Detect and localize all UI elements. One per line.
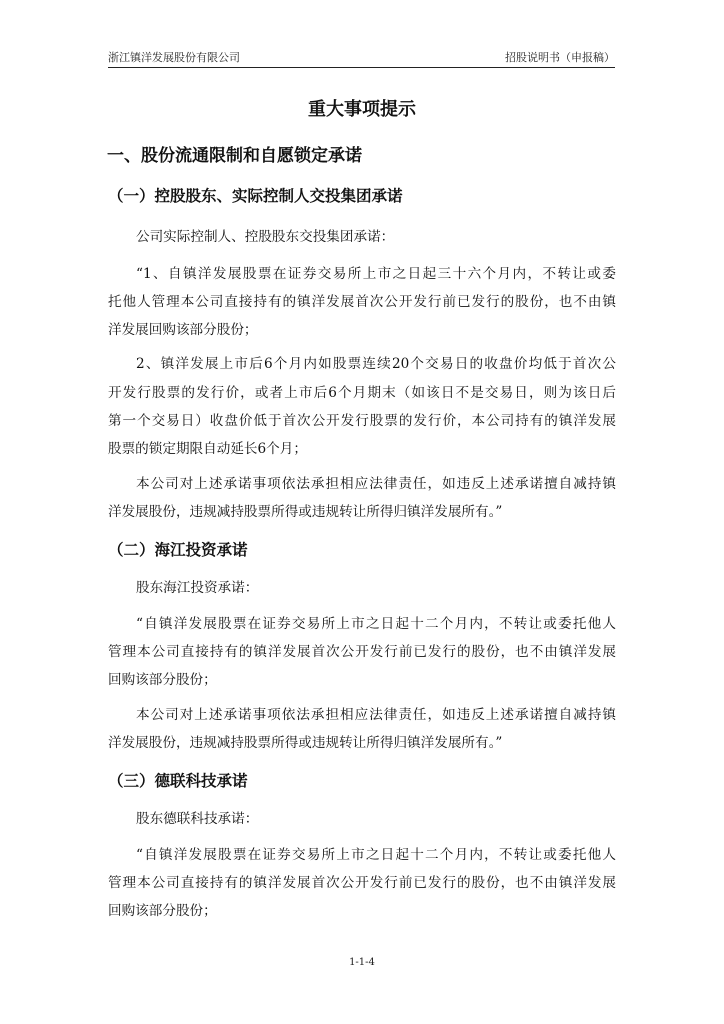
- paragraph-line: 回购该部分股份；: [108, 903, 217, 919]
- paragraph-line: 管理本公司直接持有的镇洋发展首次公开发行前已发行的股份，也不由镇洋发展: [108, 875, 616, 891]
- paragraph-line: “自镇洋发展股票在证券交易所上市之日起十二个月内，不转让或委托他人: [136, 847, 616, 863]
- paragraph-line: 托他人管理本公司直接持有的镇洋发展首次公开发行前已发行的股份，也不由镇: [108, 294, 616, 310]
- subsection-3-intro: 股东德联科技承诺：: [136, 811, 259, 827]
- paragraph-line: 管理本公司直接持有的镇洋发展首次公开发行前已发行的股份，也不由镇洋发展: [108, 644, 616, 660]
- paragraph-line: 本公司对上述承诺事项依法承担相应法律责任，如违反上述承诺擅自减持镇: [136, 476, 616, 492]
- subsection-heading-2: （二）海江投资承诺: [108, 541, 248, 559]
- paragraph-line: 洋发展股份，违规减持股票所得或违规转让所得归镇洋发展所有。”: [108, 504, 503, 520]
- paragraph-line: “自镇洋发展股票在证券交易所上市之日起十二个月内，不转让或委托他人: [136, 616, 616, 632]
- page-title: 重大事项提示: [308, 99, 416, 120]
- subsection-2-intro: 股东海江投资承诺：: [136, 580, 259, 596]
- paragraph-line: 第一个交易日）收盘价低于首次公开发行股票的发行价，本公司持有的镇洋发展: [108, 413, 616, 429]
- subsection-1-intro: 公司实际控制人、控股股东交投集团承诺：: [136, 229, 395, 245]
- paragraph-line: 回购该部分股份；: [108, 672, 217, 688]
- header-document-type: 招股说明书（申报稿）: [505, 51, 615, 64]
- paragraph-line: 2、镇洋发展上市后6个月内如股票连续20个交易日的收盘价均低于首次公: [136, 356, 616, 372]
- paragraph-line: “1、自镇洋发展股票在证券交易所上市之日起三十六个月内，不转让或委: [136, 266, 616, 282]
- header-company-name: 浙江镇洋发展股份有限公司: [108, 51, 240, 64]
- subsection-heading-1: （一）控股股东、实际控制人交投集团承诺: [108, 187, 403, 205]
- paragraph-line: 洋发展回购该部分股份；: [108, 322, 258, 338]
- subsection-heading-3: （三）德联科技承诺: [108, 772, 248, 790]
- paragraph-line: 洋发展股份，违规减持股票所得或违规转让所得归镇洋发展所有。”: [108, 735, 503, 751]
- page-number: 1-1-4: [349, 957, 375, 968]
- header-divider: [108, 67, 615, 68]
- paragraph-line: 本公司对上述承诺事项依法承担相应法律责任，如违反上述承诺擅自减持镇: [136, 707, 616, 723]
- paragraph-line: 开发行股票的发行价，或者上市后6个月期末（如该日不是交易日，则为该日后: [108, 385, 616, 401]
- section-heading: 一、股份流通限制和自愿锁定承诺: [107, 146, 362, 166]
- paragraph-line: 股票的锁定期限自动延长6个月；: [108, 441, 307, 457]
